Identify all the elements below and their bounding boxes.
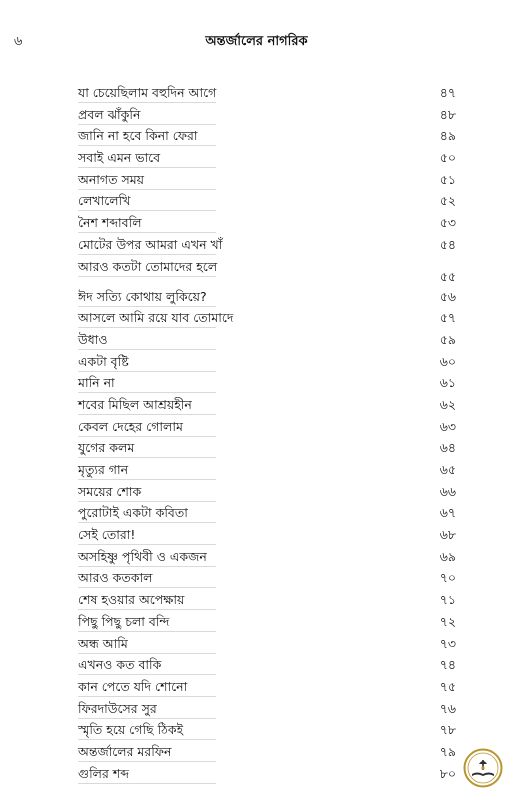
toc-entry-page: ৪৮ bbox=[439, 106, 456, 122]
toc-entry-title: লেখালেখি bbox=[78, 192, 216, 211]
toc-entry-title: ঈদ সত্যি কোথায় লুকিয়ে? bbox=[78, 288, 216, 307]
toc-entry-title: যুগের কলম bbox=[78, 439, 216, 458]
page-header bbox=[0, 32, 513, 54]
toc-row bbox=[78, 106, 456, 128]
toc-entry-title: মোটের উপর আমরা এখন খাঁ bbox=[78, 236, 216, 255]
toc-entry-title: সেই তোরা! bbox=[78, 526, 216, 545]
toc-entry-page: ৭৯ bbox=[439, 743, 456, 759]
toc-entry-page: ৬৭ bbox=[439, 505, 456, 521]
toc-entry-page: ৬৫ bbox=[439, 462, 456, 477]
toc-entry-title: পুরোটাই একটা কবিতা bbox=[78, 504, 216, 523]
toc-entry-page: ৬৬ bbox=[439, 483, 456, 499]
toc-entry-page: ৫৪ bbox=[439, 236, 456, 252]
toc-entry-page: ৬২ bbox=[439, 396, 456, 412]
toc-entry-page: ৫২ bbox=[439, 193, 456, 209]
toc-entry-page: ৫১ bbox=[439, 171, 456, 187]
toc-entry-title: জানি না হবে কিনা ফেরা bbox=[78, 127, 216, 146]
toc-entry-title: অন্তর্জালের মরফিন bbox=[78, 743, 216, 762]
toc-entry-title: ফিরদাউসের সুর bbox=[78, 700, 216, 719]
toc-entry-title: স্মৃতি হয়ে গেছি ঠিকই bbox=[78, 721, 216, 740]
toc-row bbox=[78, 258, 456, 288]
toc-row bbox=[78, 721, 456, 743]
toc-entry-page: ৬৮ bbox=[439, 527, 456, 543]
toc-row bbox=[78, 461, 456, 483]
toc-entry-title: পিছু পিছু চলা বন্দি bbox=[78, 613, 216, 632]
toc-row bbox=[78, 418, 456, 440]
toc-entry-page: ৬৯ bbox=[439, 548, 456, 564]
toc-row bbox=[78, 171, 456, 193]
toc-row bbox=[78, 353, 456, 375]
toc-entry-page: ৭৫ bbox=[439, 678, 456, 694]
toc-entry-title: শেষ হওয়ার অপেক্ষায় bbox=[78, 591, 216, 610]
toc-entry-page: ৭৪ bbox=[439, 657, 456, 673]
toc-row bbox=[78, 374, 456, 396]
toc-entry-title: অন্ধ আমি bbox=[78, 635, 216, 654]
toc-row bbox=[78, 483, 456, 505]
toc-row bbox=[78, 635, 456, 657]
toc-entry-title: আসলে আমি রয়ে যাব তোমাদে bbox=[78, 309, 216, 328]
toc-entry-title: আরও কতটা তোমাদের হলে bbox=[78, 258, 216, 277]
toc-entry-title: কান পেতে যদি শোনো bbox=[78, 678, 216, 697]
toc-row bbox=[78, 84, 456, 106]
toc-row bbox=[78, 526, 456, 548]
toc-entry-title: কেবল দেহের গোলাম bbox=[78, 418, 216, 437]
toc-entry-title: মৃত্যুর গান bbox=[78, 461, 216, 480]
toc-row bbox=[78, 569, 456, 591]
toc-entry-page: ৭৮ bbox=[439, 722, 456, 738]
toc-entry-page: ৫০ bbox=[439, 150, 456, 166]
toc-entry-title: যা চেয়েছিলাম বহুদিন আগে bbox=[78, 84, 216, 103]
toc-row bbox=[78, 396, 456, 418]
toc-entry-title: আরও কতকাল bbox=[78, 569, 216, 588]
toc-row bbox=[78, 331, 456, 353]
toc-entry-page: ৬৪ bbox=[439, 440, 456, 456]
toc-entry-title: মানি না bbox=[78, 374, 216, 393]
toc-entry-title: শবের মিছিল আশ্রয়হীন bbox=[78, 396, 216, 415]
toc-row bbox=[78, 765, 456, 787]
toc-entry-page: ৫৯ bbox=[439, 331, 456, 347]
toc-row bbox=[78, 678, 456, 700]
toc-row bbox=[78, 591, 456, 613]
toc-entry-title: সময়ের শোক bbox=[78, 483, 216, 502]
toc-entry-page: ৬১ bbox=[439, 375, 456, 391]
toc-entry-title: প্রবল ঝাঁকুনি bbox=[78, 106, 216, 125]
toc-row bbox=[78, 504, 456, 526]
toc-row bbox=[78, 548, 456, 570]
toc-entry-title: উধাও bbox=[78, 331, 216, 350]
toc-entry-page: ৫৬ bbox=[439, 288, 456, 304]
toc-row bbox=[78, 613, 456, 635]
running-title: অন্তর্জালের নাগরিক bbox=[205, 34, 308, 49]
toc-entry-page: ৮০ bbox=[439, 765, 456, 781]
toc-row bbox=[78, 700, 456, 722]
toc-entry-page: ৭১ bbox=[439, 592, 456, 608]
toc-row bbox=[78, 192, 456, 214]
toc-row bbox=[78, 309, 456, 331]
toc-row bbox=[78, 288, 456, 310]
publisher-logo-icon bbox=[463, 748, 503, 788]
toc-entry-page: ৬০ bbox=[439, 353, 456, 369]
toc-entry-title: একটা বৃষ্টি bbox=[78, 353, 216, 372]
toc-row bbox=[78, 743, 456, 765]
toc-entry-page: ৭০ bbox=[439, 570, 456, 586]
toc-entry-page: ৫৭ bbox=[439, 310, 456, 326]
toc-entry-page: ৪৯ bbox=[439, 128, 456, 144]
toc-row bbox=[78, 656, 456, 678]
toc-entry-page: ৭২ bbox=[439, 613, 456, 629]
toc-row bbox=[78, 439, 456, 461]
page-number: ৬ bbox=[14, 34, 23, 49]
toc-entry-title: অসহিষ্ণু পৃথিবী ও একজন bbox=[78, 548, 216, 567]
toc-row bbox=[78, 149, 456, 171]
toc-entry-page: ৫৫ bbox=[439, 268, 456, 284]
toc-entry-page: ৬৩ bbox=[439, 418, 456, 434]
table-of-contents bbox=[78, 84, 456, 786]
toc-row bbox=[78, 127, 456, 149]
toc-entry-page: ৪৭ bbox=[439, 85, 456, 100]
toc-entry-title: অনাগত সময় bbox=[78, 171, 216, 190]
toc-entry-title: এখনও কত বাকি bbox=[78, 656, 216, 675]
toc-entry-page: ৭৩ bbox=[439, 635, 456, 651]
toc-row bbox=[78, 214, 456, 236]
toc-entry-page: ৫৩ bbox=[439, 215, 456, 231]
toc-entry-title: নৈশ শব্দাবলি bbox=[78, 214, 216, 233]
toc-row bbox=[78, 236, 456, 258]
toc-entry-title: সবাই এমন ভাবে bbox=[78, 149, 216, 168]
toc-entry-title: গুলির শব্দ bbox=[78, 765, 216, 784]
toc-entry-page: ৭৬ bbox=[439, 700, 456, 716]
